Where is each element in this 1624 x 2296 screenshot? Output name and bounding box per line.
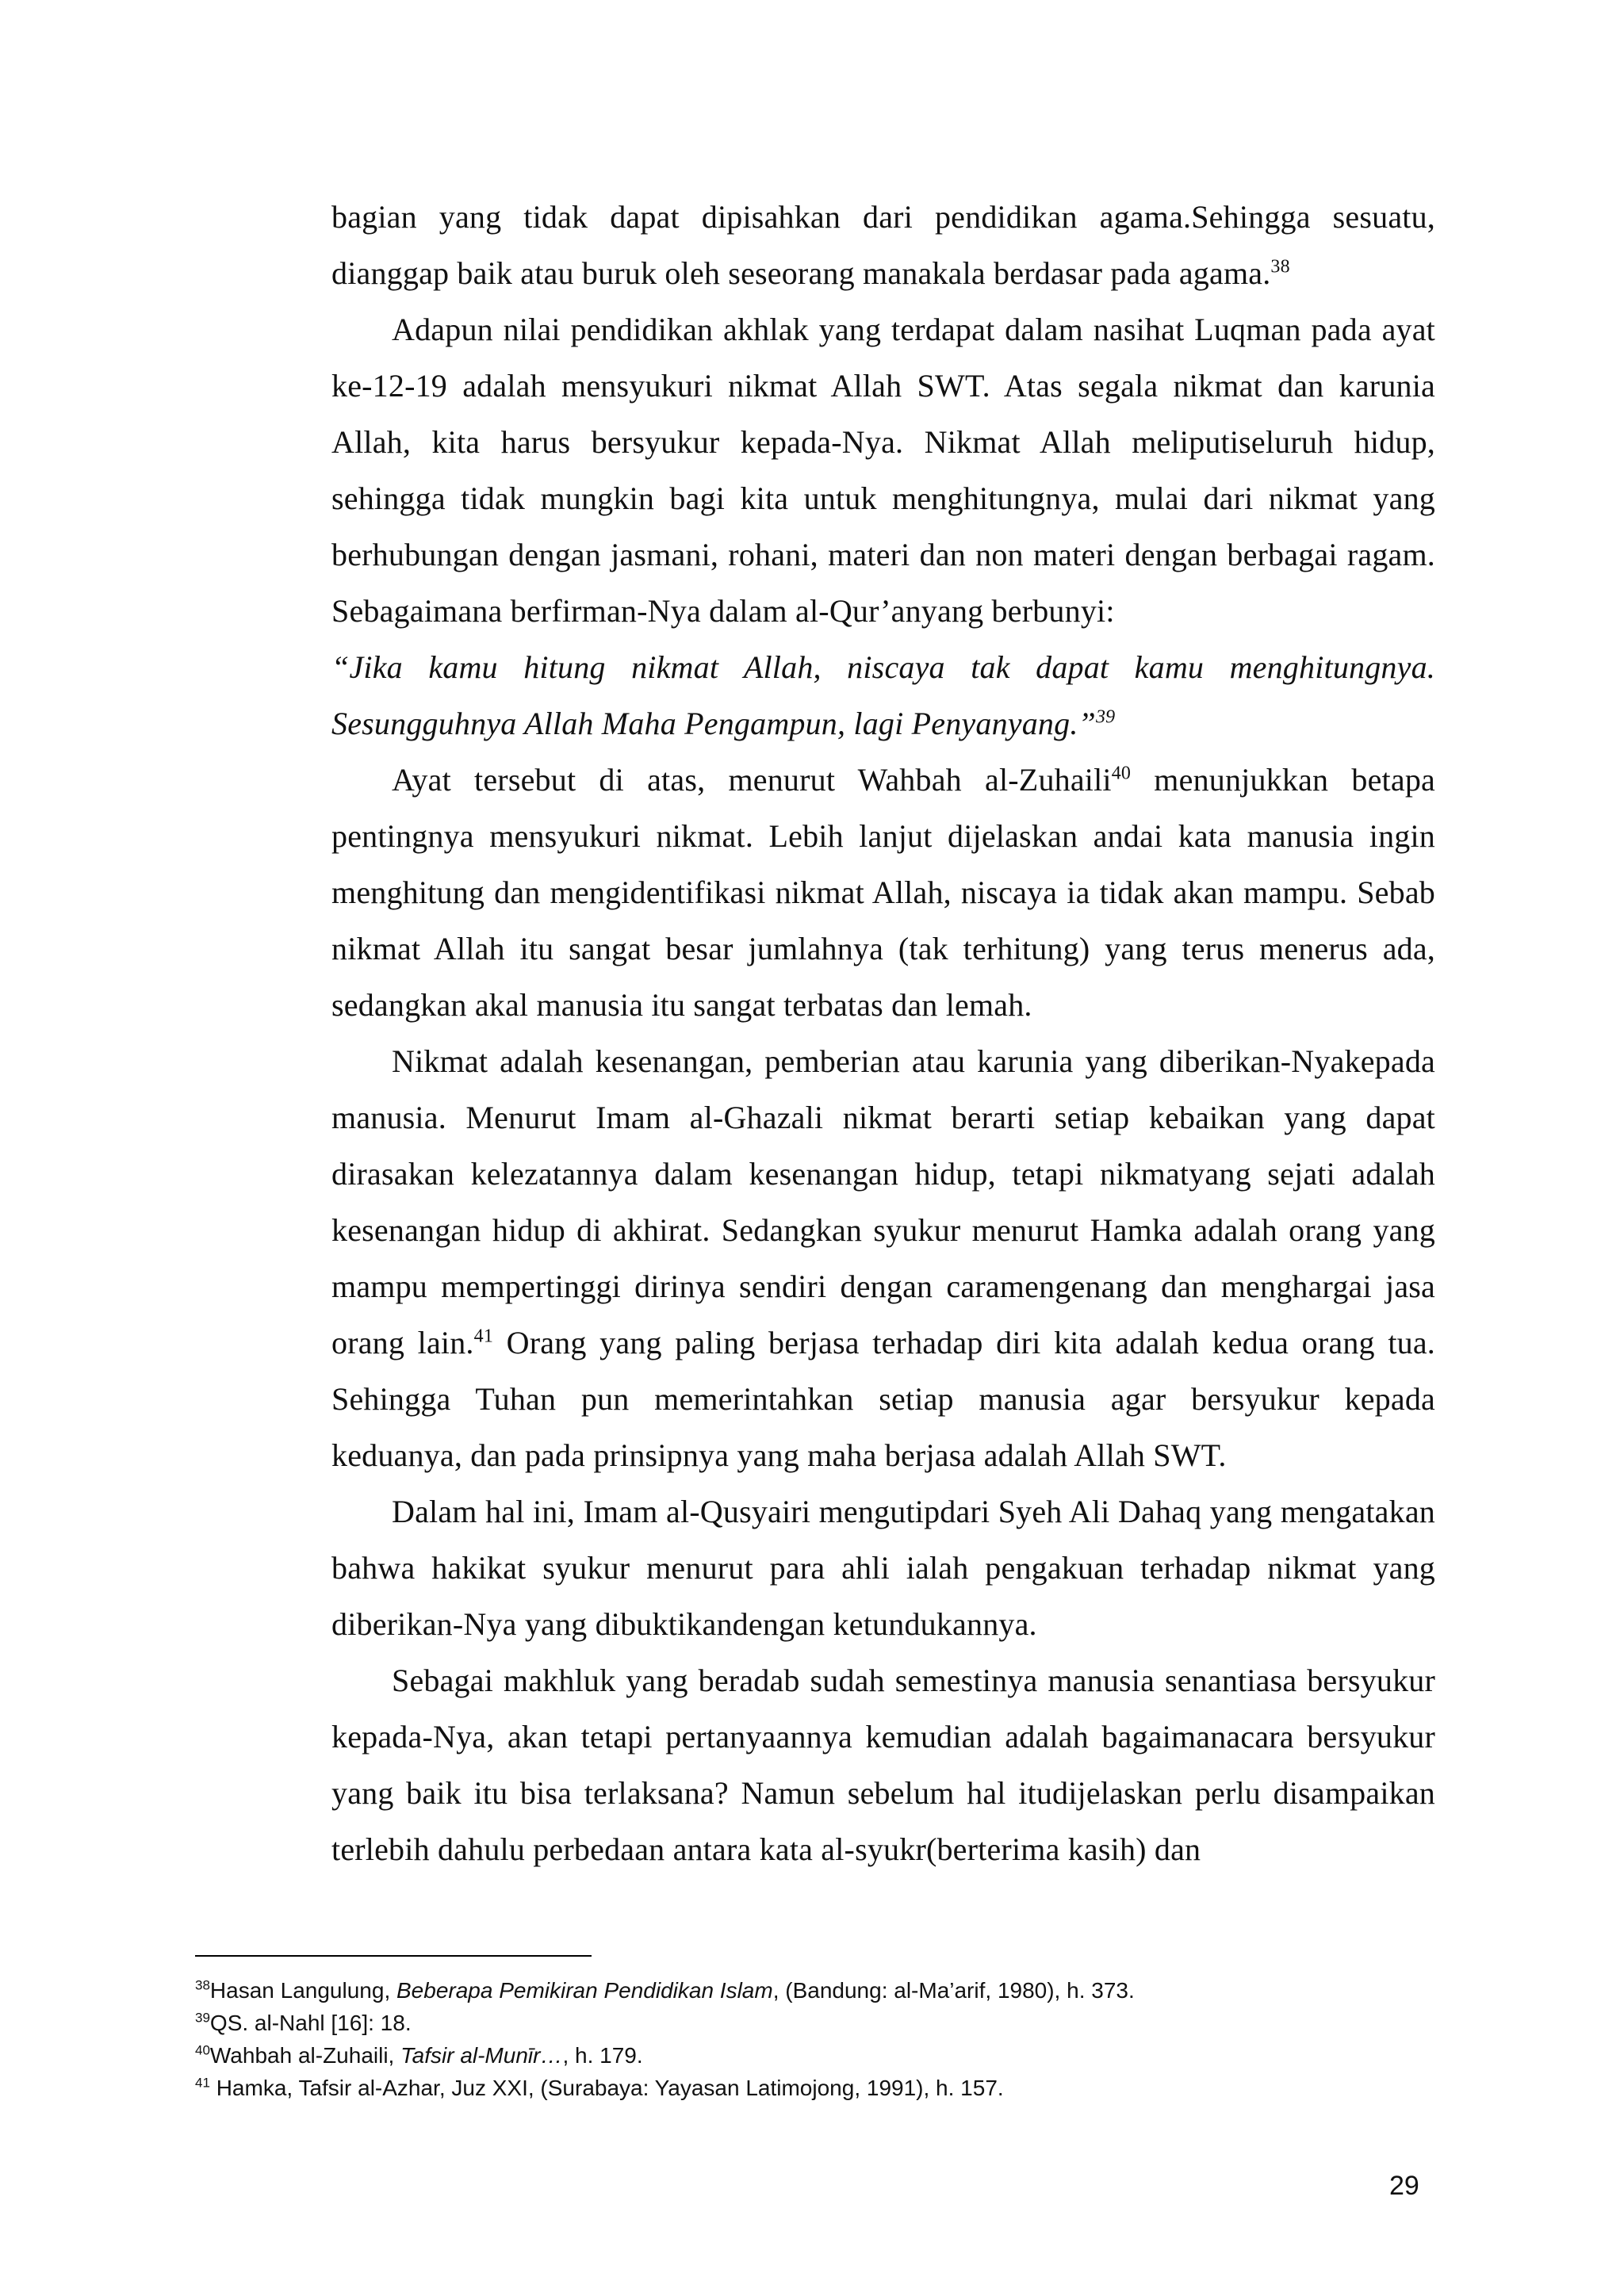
footnote-book-title: Beberapa Pemikiran Pendidikan Islam bbox=[396, 1978, 773, 2003]
footnote-text-before: Wahbah al-Zuhaili, bbox=[209, 2043, 401, 2068]
footnote-number: 39 bbox=[195, 2010, 210, 2026]
footnote-40 bbox=[195, 2039, 1432, 2072]
footnote-separator bbox=[195, 1955, 592, 1957]
page-number: 29 bbox=[1389, 2171, 1419, 2201]
footnote-text-after: , h. 179. bbox=[562, 2043, 643, 2068]
paragraph-1-text: bagian yang tidak dapat dipisahkan dari pendidikan agama.Sehingga sesuatu, dianggap baik atau buruk oleh seseorang manakala berdasar pada agama. bbox=[331, 199, 1435, 291]
footnote-text-after: , (Bandung: al-Ma’arif, 1980), h. 373. bbox=[772, 1978, 1135, 2003]
footnote-book-title: Tafsir al-Munīr… bbox=[400, 2043, 563, 2068]
body-text bbox=[331, 189, 1435, 1877]
footnote-38 bbox=[195, 1974, 1432, 2007]
footnote-41 bbox=[195, 2072, 1432, 2104]
paragraph-5: Dalam hal ini, Imam al-Qusyairi mengutipdari Syeh Ali Dahaq yang mengatakan bahwa hakikat syukur menurut para ahli ialah pengakuan terhadap nikmat yang diberikan-Nya yang dibuktikandengan ketundukannya. bbox=[331, 1494, 1435, 1642]
paragraph-6: Sebagai makhluk yang beradab sudah semestinya manusia senantiasa bersyukur kepada-Nya, akan tetapi pertanyaannya kemudian adalah bagaimanacara bersyukur yang baik itu bisa terlaksana? Namun sebelum hal itudijelaskan perlu disampaikan terlebih dahulu perbedaan antara kata al-syukr(berterima kasih) dan bbox=[331, 1663, 1435, 1867]
footnote-number: 40 bbox=[195, 2042, 210, 2058]
paragraph-4 bbox=[331, 1033, 1435, 1483]
paragraph-3-text-before: Ayat tersebut di atas, menurut Wahbah al-Zuhaili bbox=[392, 762, 1112, 798]
footnote-text-before: Hasan Langulung, bbox=[209, 1978, 396, 2003]
paragraph-2: Adapun nilai pendidikan akhlak yang terdapat dalam nasihat Luqman pada ayat ke-12-19 adalah mensyukuri nikmat Allah SWT. Atas segala nikmat dan karunia Allah, kita harus bersyukur kepada-Nya. Nikmat Allah meliputiseluruh hidup, sehingga tidak mungkin bagi kita untuk menghitungnya, mulai dari nikmat yang berhubungan dengan jasmani, rohani, materi dan non materi dengan berbagai ragam. Sebagaimana berfirman-Nya dalam al-Qur’anyang berbunyi: bbox=[331, 312, 1435, 629]
paragraph-4-text-after: Orang yang paling berjasa terhadap diri kita adalah kedua orang tua. Sehingga Tuhan pun memerintahkan setiap manusia agar bersyukur kepada keduanya, dan pada prinsipnya yang maha berjasa adalah Allah SWT. bbox=[331, 1325, 1435, 1473]
footnote-number: 38 bbox=[195, 1977, 210, 1993]
footnote-39 bbox=[195, 2007, 1432, 2039]
footnote-text-before: Hamka, Tafsir al-Azhar, Juz XXI, (Surabaya: Yayasan Latimojong, 1991), h. 157. bbox=[209, 2076, 1004, 2100]
footnote-ref-41[interactable]: 41 bbox=[473, 1326, 494, 1347]
paragraph-3 bbox=[331, 752, 1435, 1033]
quote-text: “Jika kamu hitung nikmat Allah, niscaya tak dapat kamu menghitungnya. Sesungguhnya Allah Maha Pengampun, lagi Penyanyang.” bbox=[331, 649, 1435, 741]
paragraph-4-text-before: Nikmat adalah kesenangan, pemberian atau karunia yang diberikan-Nyakepada manusia. Menurut Imam al-Ghazali nikmat berarti setiap kebaikan yang dapat dirasakan kelezatannya dalam kesenangan hidup, tetapi nikmatyang sejati adalah kesenangan hidup di akhirat. Sedangkan syukur menurut Hamka adalah orang yang mampu mempertinggi dirinya sendiri dengan caramengenang dan menghargai jasa orang lain. bbox=[331, 1043, 1435, 1360]
quran-quote bbox=[331, 639, 1435, 752]
footnote-ref-39[interactable]: 39 bbox=[1095, 706, 1116, 728]
paragraph-3-text-after: menunjukkan betapa pentingnya mensyukuri nikmat. Lebih lanjut dijelaskan andai kata manusia ingin menghitung dan mengidentifikasi nikmat Allah, niscaya ia tidak akan mampu. Sebab nikmat Allah itu sangat besar jumlahnya (tak terhitung) yang terus menerus ada, sedangkan akal manusia itu sangat terbatas dan lemah. bbox=[331, 762, 1435, 1023]
footnote-text-before: QS. al-Nahl [16]: 18. bbox=[209, 2011, 412, 2035]
footnote-ref-40[interactable]: 40 bbox=[1111, 763, 1132, 784]
footnotes bbox=[195, 1974, 1432, 2104]
paragraph-1 bbox=[331, 189, 1435, 301]
footnote-number: 41 bbox=[195, 2075, 210, 2091]
footnote-ref-38[interactable]: 38 bbox=[1270, 256, 1290, 277]
